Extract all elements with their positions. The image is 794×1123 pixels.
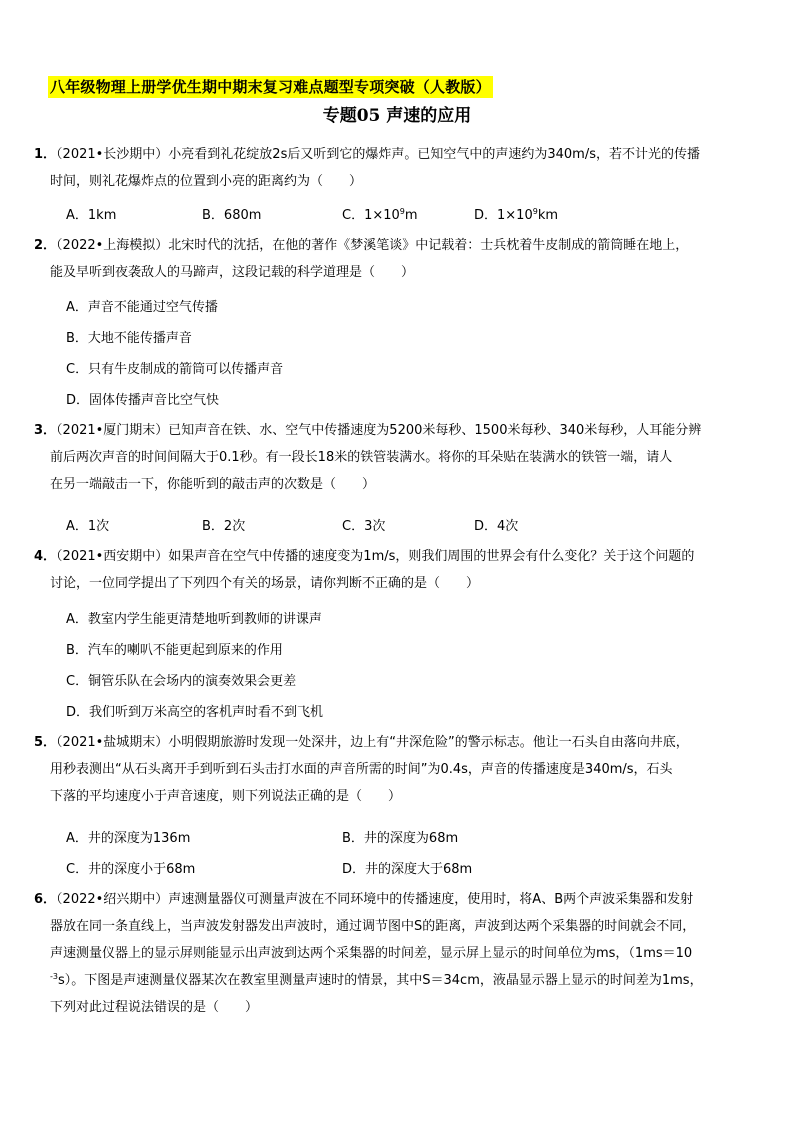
- question-1: [34, 141, 770, 195]
- question-6-line-2: [34, 913, 770, 940]
- series-banner: 八年级物理上册学优生期中期末复习难点题型专项突破（人教版）: [50, 78, 491, 96]
- question-text: [34, 967, 770, 994]
- option-d: D．固体传播声音比空气快: [66, 393, 220, 408]
- option-d-text: D．1×10: [474, 208, 533, 223]
- option-a: A．教室内学生能更清楚地听到教师的讲课声: [66, 612, 322, 627]
- option-b: B．2次: [202, 519, 246, 534]
- unit: km: [537, 208, 559, 223]
- question-number: 2．: [34, 238, 57, 253]
- option-a: A．1km: [66, 208, 117, 223]
- question-5-line-1: [34, 729, 770, 756]
- question-4-line-2: [34, 570, 770, 597]
- question-text: 前后两次声音的时间间隔大于0.1秒。有一段长18米的铁管装满水。将你的耳朵贴在装满水的铁管一端，请人: [50, 450, 673, 465]
- option-a: A．1次: [66, 519, 110, 534]
- question-text: 能及早听到夜袭敌人的马蹄声，这段记载的科学道理是（ ）: [50, 265, 415, 280]
- option-b: B．汽车的喇叭不能更起到原来的作用: [66, 643, 283, 658]
- exponent: 9: [532, 207, 538, 216]
- question-6-line-3: [34, 940, 770, 967]
- question-text: （2022•上海模拟）北宋时代的沈括，在他的著作《梦溪笔谈》中记载着：士兵枕着牛皮制成的箭筒睡在地上，: [56, 238, 689, 253]
- question-text: （2021•厦门期末）已知声音在铁、水、空气中传播速度为5200米每秒、1500米每秒、340米每秒，人耳能分辨: [56, 423, 702, 438]
- question-text: 声速测量仪器上的显示屏则能显示出声波到达两个采集器的时间差，显示屏上显示的时间单位为ms，（1ms＝10: [50, 946, 693, 961]
- question-text: （2021•长沙期中）小亮看到礼花绽放2s后又听到它的爆炸声。已知空气中的声速约为340m/s，若不计光的传播: [56, 147, 700, 162]
- option-d: D．井的深度大于68m: [342, 862, 473, 877]
- option-c: C．只有牛皮制成的箭筒可以传播声音: [66, 362, 284, 377]
- option-b: B．井的深度为68m: [342, 831, 459, 846]
- option-b: B．大地不能传播声音: [66, 331, 192, 346]
- question-1-line-1: [34, 141, 770, 168]
- question-text: （2021•西安期中）如果声音在空气中传播的速度变为1m/s，则我们周围的世界会有什么变化？关于这个问题的: [56, 549, 695, 564]
- question-6: [34, 886, 770, 1021]
- exponent: 9: [399, 207, 405, 216]
- question-text: （2022•绍兴期中）声速测量器仪可测量声波在不同环境中的传播速度，使用时，将A、B两个声波采集器和发射: [56, 892, 694, 907]
- question-text: 器放在同一条直线上，当声波发射器发出声波时，通过调节图中S的距离，声波到达两个采集器的时间就会不同，: [50, 919, 696, 934]
- question-6-line-4: [34, 967, 770, 994]
- question-6-line-5: [34, 994, 770, 1021]
- page-title: 专题05 声速的应用: [322, 106, 472, 126]
- question-5-line-3: [34, 783, 770, 810]
- question-text: 在另一端敲击一下，你能听到的敲击声的次数是（ ）: [50, 477, 376, 492]
- question-2-line-1: [34, 232, 770, 259]
- question-4: [34, 543, 770, 597]
- option-b: B．680m: [202, 208, 262, 223]
- option-a: A．声音不能通过空气传播: [66, 300, 218, 315]
- option-c-text: C．1×10: [342, 208, 400, 223]
- question-text: 下列对此过程说法错误的是（ ）: [50, 1000, 259, 1015]
- option-d: D．4次: [474, 519, 519, 534]
- question-3-line-1: [34, 417, 770, 444]
- option-d: D．我们听到万米高空的客机声时看不到飞机: [66, 705, 324, 720]
- question-5-line-2: [34, 756, 770, 783]
- question-text: 下落的平均速度小于声音速度，则下列说法正确的是（ ）: [50, 789, 402, 804]
- option-c: C．3次: [342, 519, 386, 534]
- question-3: [34, 417, 770, 498]
- option-d: [474, 206, 558, 226]
- option-a: A．井的深度为136m: [66, 831, 191, 846]
- question-1-line-2: [34, 168, 770, 195]
- question-text: 时间，则礼花爆炸点的位置到小亮的距离约为（ ）: [50, 174, 363, 189]
- question-number: 4．: [34, 549, 57, 564]
- question-3-line-2: [34, 444, 770, 471]
- unit: m: [404, 208, 418, 223]
- option-c: C．井的深度小于68m: [66, 862, 196, 877]
- option-c: C．铜管乐队在会场内的演奏效果会更差: [66, 674, 297, 689]
- question-6-line-1: [34, 886, 770, 913]
- question-text-rest: ）。下图是声速测量仪器某次在教室里测量声速时的情景，其中S＝34cm，液晶显示器上显示的时间差为1ms，: [64, 973, 703, 988]
- question-text: （2021•盐城期末）小明假期旅游时发现一处深井，边上有“井深危险”的警示标志。他让一石头自由落向井底，: [56, 735, 689, 750]
- question-number: 1．: [34, 147, 57, 162]
- question-number: 6．: [34, 892, 57, 907]
- question-4-line-1: [34, 543, 770, 570]
- question-2-line-2: [34, 259, 770, 286]
- question-5: [34, 729, 770, 810]
- question-2: [34, 232, 770, 286]
- question-text: 讨论，一位同学提出了下列四个有关的场景，请你判断不正确的是（ ）: [50, 576, 480, 591]
- question-3-line-3: [34, 471, 770, 498]
- unit: s: [57, 973, 65, 988]
- question-number: 5．: [34, 735, 57, 750]
- question-number: 3．: [34, 423, 57, 438]
- exponent: -3: [50, 972, 58, 981]
- option-c: [342, 206, 418, 226]
- question-text: 用秒表测出“从石头离开手到听到石头击打水面的声音所需的时间”为0.4s，声音的传播速度是340m/s，石头: [50, 762, 673, 777]
